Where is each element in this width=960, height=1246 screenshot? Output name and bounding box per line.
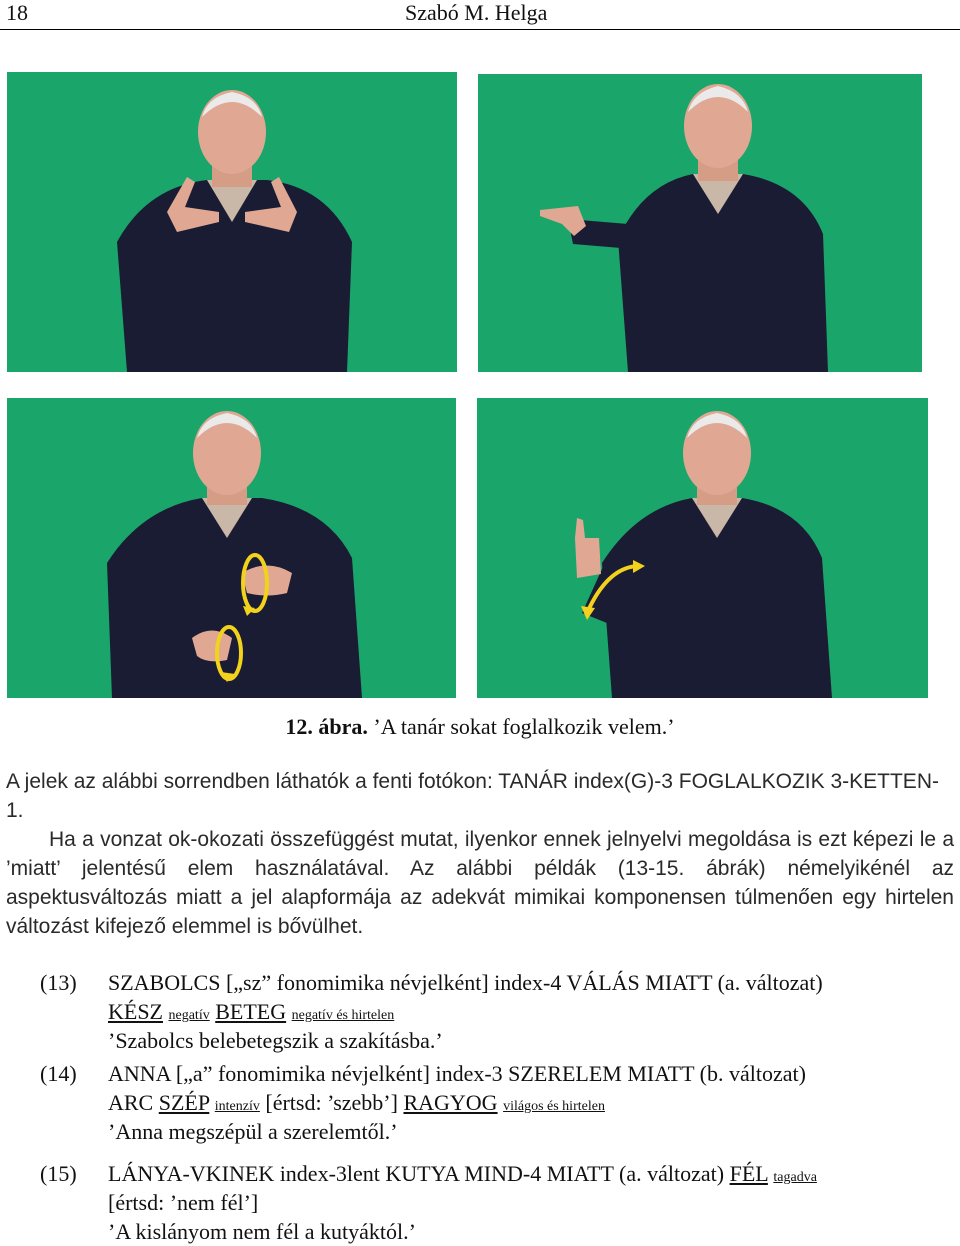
gloss-text: LÁNYA-VKINEK index-3lent KUTYA MIND-4 MIATT (a. változat)	[108, 1161, 725, 1186]
gloss-subscript: negatív és hirtelen	[291, 1008, 395, 1023]
example-translation: ’A kislányom nem fél a kutyáktól.’	[108, 1219, 416, 1244]
gloss-subscript: tagadva	[773, 1170, 817, 1185]
gloss-subscript: világos és hirtelen	[503, 1099, 605, 1114]
page-number: 18	[6, 0, 28, 25]
gloss-word: KÉSZ	[108, 999, 163, 1024]
running-header	[0, 0, 960, 30]
figure-label: 12. ábra.	[285, 714, 368, 739]
figure-photo-1	[7, 72, 457, 372]
paragraph-2: Ha a vonzat ok-okozati összefüggést mutat, ilyenkor ennek jelnyelvi megoldása is ezt képezi le a ’miatt’ jelentésű elem használatával. Az alábbi példák (13-15. ábrák) némelyikénél az aspektusváltozás miatt a jel alapformája az adekvát mimikai komponensen túlmenően egy hirtelen változást kifejező elemmel is bővülhet.	[6, 828, 954, 938]
header-rule	[0, 29, 960, 30]
example-gloss-line: ANNA [„a” fonomimika névjelként] index-3 SZERELEM MIATT (b. változat)	[108, 1061, 806, 1086]
figure-title: ’A tanár sokat foglalkozik velem.’	[367, 714, 675, 739]
gloss-word: ARC	[108, 1090, 154, 1115]
gloss-subscript: negatív	[168, 1008, 210, 1023]
gloss-gloss: [értsd: ’szebb’]	[265, 1090, 398, 1115]
gloss-word: SZÉP	[158, 1090, 210, 1115]
figure-caption	[0, 714, 960, 740]
gloss-word: BETEG	[215, 999, 287, 1024]
figure-photo-2	[478, 74, 922, 372]
figure-photo-3	[7, 398, 456, 698]
figure-photo-4	[477, 398, 928, 698]
example-number: (13)	[40, 970, 77, 995]
example-gloss-line-2: [értsd: ’nem fél’]	[108, 1190, 259, 1215]
example-number: (14)	[40, 1061, 77, 1086]
example-number: (15)	[40, 1161, 77, 1186]
gloss-word: FÉL	[729, 1161, 768, 1186]
example-gloss-line: SZABOLCS [„sz” fonomimika névjelként] index-4 VÁLÁS MIATT (a. változat)	[108, 970, 823, 995]
gloss-word: RAGYOG	[403, 1090, 498, 1115]
paragraph-1: A jelek az alábbi sorrendben láthatók a fenti fotókon: TANÁR index(G)-3 FOGLALKOZIK 3-KETTEN-1.	[6, 770, 939, 822]
example-translation: ’Szabolcs belebetegszik a szakításba.’	[108, 1028, 443, 1053]
example-translation: ’Anna megszépül a szerelemtől.’	[108, 1119, 398, 1144]
gloss-subscript: intenzív	[214, 1099, 260, 1114]
running-author: Szabó M. Helga	[405, 0, 548, 25]
